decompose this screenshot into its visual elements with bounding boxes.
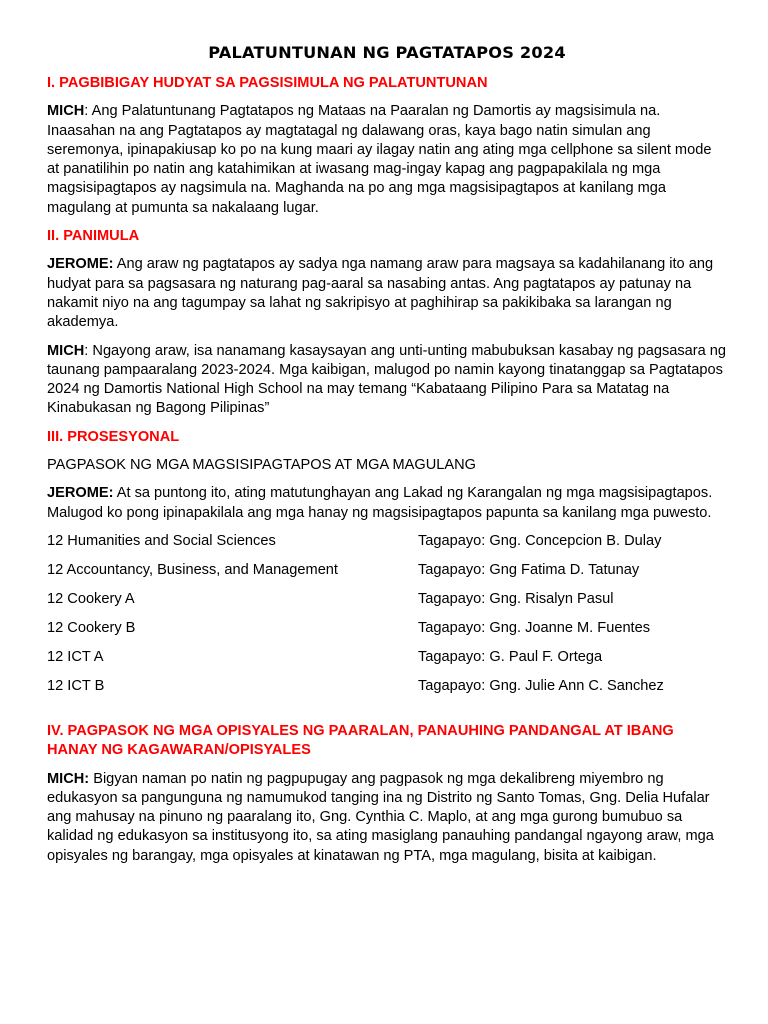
paragraph-text: Bigyan naman po natin ng pagpupugay ang pagpasok ng mga dekalibreng miyembro ng edukasyon sa pangunguna ng namumukod tanging ina ng Distrito ng Santo Tomas, Gng. Delia Hufalar ang mahusay na pinuno ng paaralang ito, Gng. Cynthia C. Maplo, at ang mga gurong bumubuo sa kalidad ng edukasyon sa institusyong ito, sa ating masiglang panauhing pandangal ngayong araw, mga opisyales ng barangay, mga opisyales at kinatawan ng PTA, mga magulang, bisita at kaibigan.: [47, 770, 714, 864]
paragraph-mich-panimula: [47, 342, 727, 419]
speaker-name: JEROME:: [47, 485, 114, 502]
paragraph-jerome-panimula: [47, 255, 727, 332]
section-heading-1: I. PAGBIBIGAY HUDYAT SA PAGSISIMULA NG PALATUNTUNAN: [47, 75, 488, 91]
section-adviser-list: [47, 532, 727, 706]
list-item: [47, 619, 727, 648]
class-adviser: Tagapayo: Gng. Risalyn Pasul: [418, 590, 614, 607]
document-page: [47, 40, 727, 875]
paragraph-text: : Ang Palatuntunang Pagtatapos ng Mataas na Paaralan ng Damortis ay magsisimula na. Inaasahan na ang Pagtatapos ay magtatagal ng dalawang oras, kaya bago natin simulan ang seremonya, ipinapakiusap ko po na kung maari ay ilagay natin ang ating mga cellphone sa silent mode at panatilihin po natin ang katahimikan at iwasang mag-ingay kapag ang pagpapakilala ng mga magsisipagtapos ay nagsimula na. Maghanda na po ang mga magsisipagtapos at kanilang mga magulang at pumunta sa nakalaang lugar.: [47, 103, 712, 216]
document-title: PALATUNTUNAN NG PAGTATAPOS 2024: [208, 43, 566, 62]
processional-subline: PAGPASOK NG MGA MAGSISIPAGTAPOS AT MGA MAGULANG: [47, 457, 476, 474]
section-heading-4: IV. PAGPASOK NG MGA OPISYALES NG PAARALAN, PANAUHING PANDANGAL AT IBANG HANAY NG KAGAWARAN/OPISYALES: [47, 722, 674, 759]
paragraph-text: At sa puntong ito, ating matutunghayan ang Lakad ng Karangalan ng mga magsisipagtapos. Malugod ko pong ipinapakilala ang mga hanay ng magsisipagtapos papunta sa kanilang mga puwesto.: [47, 485, 713, 521]
class-section: 12 Cookery B: [47, 619, 136, 636]
paragraph-text: : Ngayong araw, isa nanamang kasaysayan ang unti-unting mabubuksan kasabay ng pagsasara ng taunang pampaaralang 2023-2024. Mga kaibigan, malugod po namin kayong tinatanggap sa Pagtatapos 2024 ng Damortis National High School na may temang “Kabataang Pilipino Para sa Matatag na Kinabukasan ng Bagong Pilipinas”: [47, 342, 727, 417]
class-adviser: Tagapayo: Gng. Joanne M. Fuentes: [418, 619, 651, 636]
class-adviser: Tagapayo: Gng Fatima D. Tatunay: [418, 561, 640, 578]
class-adviser: Tagapayo: Gng. Concepcion B. Dulay: [418, 532, 662, 549]
list-item: [47, 677, 727, 706]
paragraph-text: Ang araw ng pagtatapos ay sadya nga namang araw para magsaya sa kadahilanang ito ang hudyat para sa pagsasara ng naturang pag-aaral sa nasabing antas. Ang pagtatapos ay patunay na nakamit niyo na ang tagumpay sa lahat ng sakripisyo at paghihirap sa pakikibaka sa larangan ng akademya.: [47, 256, 714, 331]
class-adviser: Tagapayo: G. Paul F. Ortega: [418, 648, 603, 665]
list-item: [47, 532, 727, 561]
paragraph-mich-opening: [47, 102, 727, 218]
spacer: [47, 706, 727, 722]
speaker-name: JEROME:: [47, 256, 114, 273]
section-heading-3: III. PROSESYONAL: [47, 428, 180, 445]
class-section: 12 Cookery A: [47, 590, 135, 607]
speaker-name: MICH: [47, 103, 85, 120]
speaker-name: MICH:: [47, 770, 90, 787]
class-section: 12 ICT B: [47, 677, 105, 694]
class-section: 12 Accountancy, Business, and Management: [47, 561, 338, 578]
list-item: [47, 590, 727, 619]
class-adviser: Tagapayo: Gng. Julie Ann C. Sanchez: [418, 677, 664, 694]
list-item: [47, 648, 727, 677]
speaker-name: MICH: [47, 342, 85, 359]
class-section: 12 Humanities and Social Sciences: [47, 532, 276, 549]
list-item: [47, 561, 727, 590]
section-heading-2: II. PANIMULA: [47, 228, 140, 245]
paragraph-jerome-prosesyonal: [47, 484, 727, 523]
class-section: 12 ICT A: [47, 648, 104, 665]
paragraph-mich-opisyales: [47, 770, 727, 866]
